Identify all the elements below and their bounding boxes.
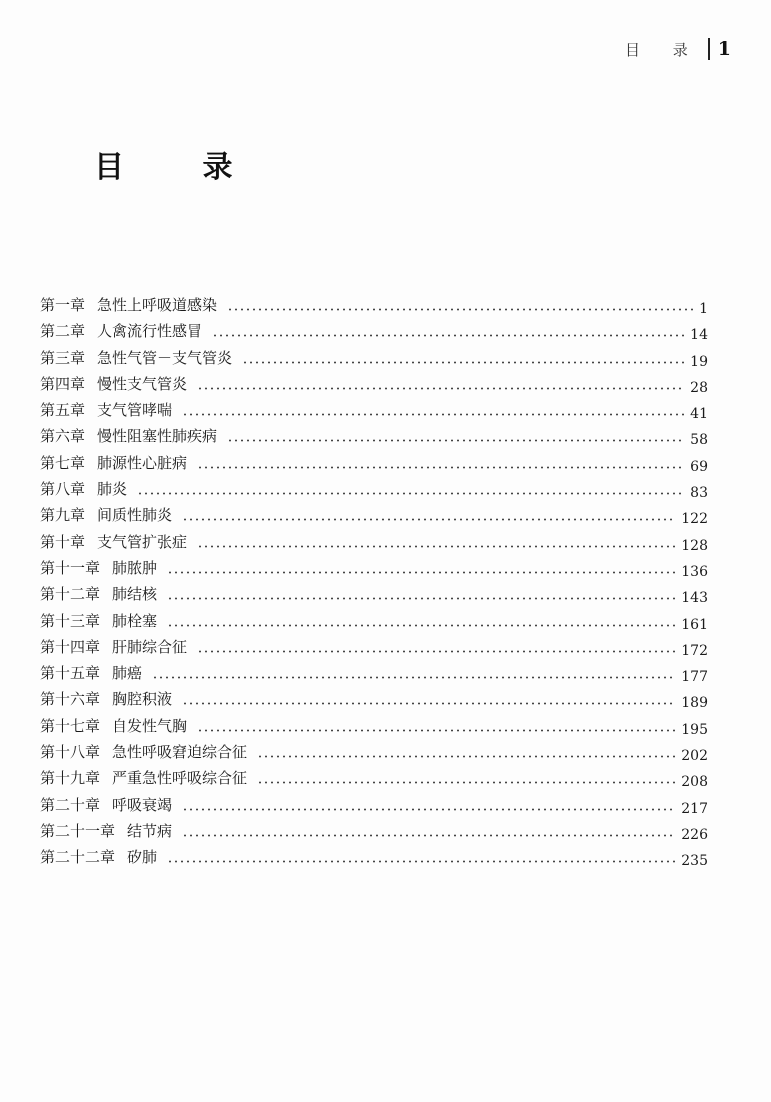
- page-title: 目 录: [94, 150, 267, 185]
- toc-chapter-label: 第十章: [40, 532, 86, 551]
- toc-chapter-title: 急性气管－支气管炎: [97, 348, 233, 367]
- toc-page-number: 161: [681, 616, 708, 633]
- toc-page-number: 177: [681, 669, 708, 686]
- toc-chapter-title: 支气管扩张症: [97, 532, 188, 551]
- toc-leader-dots: [212, 334, 684, 337]
- toc-chapter-title: 肺结核: [112, 585, 158, 604]
- toc-chapter-label: 第二十二章: [40, 848, 116, 867]
- toc-leader-dots: [167, 597, 675, 600]
- toc-page-number: 69: [690, 458, 708, 475]
- toc-entry[interactable]: [40, 292, 708, 318]
- toc-leader-dots: [227, 308, 693, 311]
- toc-chapter-label: 第二十一章: [40, 821, 116, 840]
- toc-chapter-label: 第二章: [40, 322, 86, 341]
- toc-chapter-label: 第六章: [40, 427, 86, 446]
- toc-chapter-title: 肺炎: [97, 480, 128, 499]
- toc-leader-dots: [197, 729, 675, 732]
- toc-leader-dots: [182, 518, 675, 521]
- toc-chapter-label: 第十八章: [40, 743, 101, 762]
- toc-chapter-label: 第七章: [40, 453, 86, 472]
- toc-entry[interactable]: [40, 608, 708, 634]
- toc-entry[interactable]: [40, 581, 708, 607]
- toc-leader-dots: [257, 755, 675, 758]
- toc-chapter-label: 第十六章: [40, 690, 101, 709]
- toc-chapter-title: 严重急性呼吸综合征: [112, 769, 248, 788]
- running-head: [625, 38, 731, 60]
- toc-chapter-title: 急性上呼吸道感染: [97, 296, 218, 314]
- toc-chapter-title: 慢性阻塞性肺疾病: [97, 427, 218, 446]
- toc-chapter-label: 第四章: [40, 374, 86, 393]
- toc-leader-dots: [182, 808, 675, 811]
- toc-entry[interactable]: [40, 555, 708, 581]
- toc-chapter-label: 第十九章: [40, 769, 101, 788]
- toc-entry[interactable]: [40, 529, 708, 555]
- toc-chapter-label: 第十五章: [40, 664, 101, 683]
- toc-entry[interactable]: [40, 818, 708, 844]
- toc-leader-dots: [167, 860, 675, 863]
- toc-chapter-label: 第一章: [40, 296, 86, 314]
- toc-leader-dots: [257, 781, 675, 784]
- toc-page-number: 208: [681, 774, 708, 791]
- toc-chapter-title: 呼吸衰竭: [112, 795, 173, 814]
- running-head-title: 目 录: [624, 40, 702, 59]
- toc-entry[interactable]: [40, 765, 708, 791]
- toc-page-number: 122: [681, 511, 708, 528]
- toc-entry[interactable]: [40, 686, 708, 712]
- toc-page-number: 235: [681, 853, 708, 870]
- toc-chapter-title: 矽肺: [127, 848, 158, 867]
- toc-page-number: 1: [699, 301, 708, 317]
- toc-page-number: 226: [681, 826, 708, 843]
- toc-chapter-title: 肺栓塞: [112, 611, 158, 630]
- toc-chapter-label: 第八章: [40, 480, 86, 499]
- toc-leader-dots: [182, 413, 684, 416]
- toc-page-number: 195: [681, 721, 708, 738]
- toc-chapter-title: 肝肺综合征: [112, 637, 188, 656]
- toc-page-number: 58: [690, 432, 708, 449]
- toc-entry[interactable]: [40, 450, 708, 476]
- toc-entry[interactable]: [40, 660, 708, 686]
- running-head-divider: [708, 38, 710, 60]
- toc-entry[interactable]: [40, 371, 708, 397]
- toc-entry[interactable]: [40, 476, 708, 502]
- toc-chapter-title: 慢性支气管炎: [97, 374, 188, 393]
- toc-leader-dots: [197, 650, 675, 653]
- toc-entry[interactable]: [40, 318, 708, 344]
- toc-chapter-title: 肺脓肿: [112, 558, 158, 577]
- toc-leader-dots: [167, 624, 675, 627]
- toc-leader-dots: [182, 834, 675, 837]
- toc-chapter-title: 自发性气胸: [112, 716, 188, 735]
- toc-chapter-label: 第九章: [40, 506, 86, 525]
- toc-page-number: 189: [681, 695, 708, 712]
- toc-leader-dots: [152, 676, 675, 679]
- toc-page-number: 19: [690, 353, 708, 370]
- toc-page-number: 136: [681, 563, 708, 580]
- toc-entry[interactable]: [40, 502, 708, 528]
- toc-chapter-label: 第二十章: [40, 795, 101, 814]
- toc-chapter-title: 胸腔积液: [112, 690, 173, 709]
- toc-leader-dots: [227, 439, 684, 442]
- toc-page-number: 202: [681, 748, 708, 765]
- page-number: 1: [717, 38, 731, 60]
- toc-chapter-label: 第十七章: [40, 716, 101, 735]
- toc-page-number: 41: [690, 406, 708, 423]
- toc-page-number: 143: [681, 590, 708, 607]
- toc-entry[interactable]: [40, 634, 708, 660]
- toc-chapter-label: 第五章: [40, 401, 86, 420]
- toc-chapter-title: 支气管哮喘: [97, 401, 173, 420]
- toc-chapter-title: 肺源性心脏病: [97, 453, 188, 472]
- toc-chapter-title: 结节病: [127, 821, 173, 840]
- toc-chapter-title: 急性呼吸窘迫综合征: [112, 743, 248, 762]
- toc-chapter-title: 间质性肺炎: [97, 506, 173, 525]
- toc-page-number: 172: [681, 642, 708, 659]
- toc-chapter-title: 肺癌: [112, 664, 143, 683]
- toc-entry[interactable]: [40, 345, 708, 371]
- toc-entry[interactable]: [40, 397, 708, 423]
- toc-chapter-label: 第十一章: [40, 558, 101, 577]
- toc-leader-dots: [197, 387, 684, 390]
- toc-leader-dots: [242, 361, 684, 364]
- toc-leader-dots: [137, 492, 684, 495]
- toc-entry[interactable]: [40, 423, 708, 449]
- toc-chapter-title: 人禽流行性感冒: [97, 322, 203, 341]
- toc-page-number: 217: [681, 800, 708, 817]
- toc-leader-dots: [197, 466, 684, 469]
- toc-entry[interactable]: [40, 713, 708, 739]
- toc-page-number: 128: [681, 537, 708, 554]
- toc-entry[interactable]: [40, 792, 708, 818]
- toc-page-number: 83: [690, 485, 708, 502]
- toc-page-number: 28: [690, 379, 708, 396]
- toc-entry[interactable]: [40, 739, 708, 765]
- toc-chapter-label: 第十四章: [40, 637, 101, 656]
- toc-leader-dots: [167, 571, 675, 574]
- toc-page-number: 14: [690, 327, 708, 344]
- toc-leader-dots: [182, 702, 675, 705]
- table-of-contents: [40, 292, 708, 871]
- toc-chapter-label: 第十三章: [40, 611, 101, 630]
- toc-chapter-label: 第十二章: [40, 585, 101, 604]
- toc-chapter-label: 第三章: [40, 348, 86, 367]
- toc-leader-dots: [197, 545, 675, 548]
- toc-entry[interactable]: [40, 844, 708, 870]
